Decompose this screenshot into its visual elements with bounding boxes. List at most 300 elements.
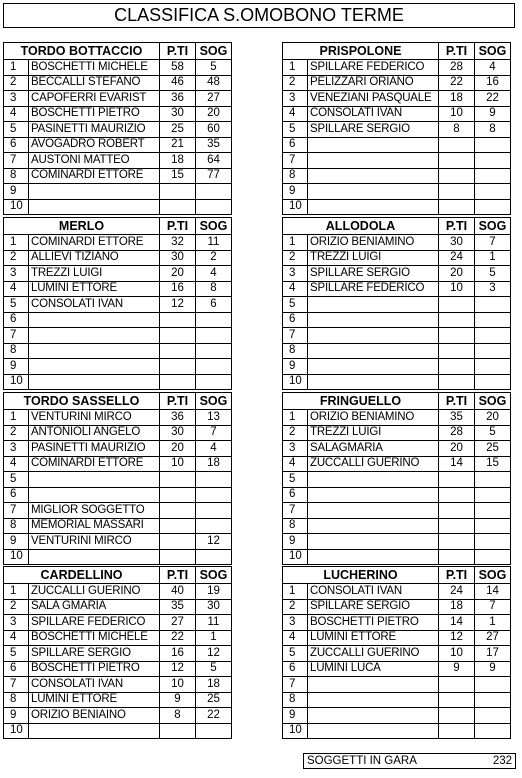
- sog-cell: 77: [196, 168, 232, 184]
- rank-cell: 4: [283, 106, 308, 122]
- points-column-header: P.TI: [439, 43, 475, 60]
- table-row: [4, 692, 232, 708]
- table-row: [283, 137, 511, 153]
- ranking-table-cardellino: [3, 566, 232, 739]
- table-row: [4, 584, 232, 600]
- table-row: [4, 250, 232, 266]
- page-title: [3, 3, 515, 28]
- sog-cell: 20: [196, 106, 232, 122]
- name-cell: [29, 328, 160, 344]
- sog-cell: [196, 518, 232, 534]
- rank-cell: 5: [4, 472, 29, 488]
- rank-cell: 1: [283, 60, 308, 76]
- sog-column-header: SOG: [475, 393, 511, 410]
- sog-cell: [475, 534, 511, 550]
- sog-cell: [475, 184, 511, 200]
- rank-cell: 6: [283, 487, 308, 503]
- rank-cell: 9: [4, 534, 29, 550]
- rank-cell: 5: [283, 122, 308, 138]
- name-cell: SPILLARE FEDERICO: [308, 281, 439, 297]
- name-cell: [308, 312, 439, 328]
- points-cell: 15: [160, 168, 196, 184]
- rank-cell: 6: [4, 137, 29, 153]
- name-cell: CONSOLATI IVAN: [308, 106, 439, 122]
- table-row: [4, 235, 232, 251]
- table-row: [4, 534, 232, 550]
- points-cell: 46: [160, 75, 196, 91]
- points-cell: [160, 343, 196, 359]
- sog-cell: [475, 549, 511, 565]
- name-cell: [308, 297, 439, 313]
- table-row: [4, 106, 232, 122]
- name-cell: LUMINI ETTORE: [29, 692, 160, 708]
- rank-cell: 4: [4, 630, 29, 646]
- table-row: [283, 374, 511, 390]
- points-cell: [160, 328, 196, 344]
- table-row: [283, 692, 511, 708]
- sog-cell: [196, 359, 232, 375]
- sog-cell: [196, 549, 232, 565]
- species-title: MERLO: [4, 218, 160, 235]
- name-cell: [29, 184, 160, 200]
- table-row: [283, 410, 511, 426]
- name-cell: PELIZZARI ORIANO: [308, 75, 439, 91]
- name-cell: [29, 472, 160, 488]
- points-cell: 40: [160, 584, 196, 600]
- sog-cell: 16: [475, 75, 511, 91]
- sog-cell: 60: [196, 122, 232, 138]
- table-row: [283, 599, 511, 615]
- rank-cell: 3: [4, 615, 29, 631]
- points-cell: [439, 503, 475, 519]
- rank-cell: 7: [283, 677, 308, 693]
- points-cell: [439, 472, 475, 488]
- rank-cell: 2: [283, 599, 308, 615]
- points-cell: [439, 359, 475, 375]
- sog-cell: [475, 328, 511, 344]
- name-cell: [308, 534, 439, 550]
- sog-cell: 22: [196, 708, 232, 724]
- name-cell: BOSCHETTI MICHELE: [29, 630, 160, 646]
- points-cell: [160, 184, 196, 200]
- name-cell: ZUCCALLI GUERINO: [308, 646, 439, 662]
- points-cell: 20: [439, 266, 475, 282]
- sog-cell: 22: [475, 91, 511, 107]
- sog-column-header: SOG: [475, 43, 511, 60]
- table-row: [4, 503, 232, 519]
- name-cell: VENTURINI MIRCO: [29, 410, 160, 426]
- table-header-row: [283, 567, 511, 584]
- points-cell: [439, 137, 475, 153]
- name-cell: [308, 343, 439, 359]
- name-cell: CONSOLATI IVAN: [29, 677, 160, 693]
- points-cell: 24: [439, 584, 475, 600]
- rank-cell: 5: [283, 472, 308, 488]
- table-row: [283, 441, 511, 457]
- table-row: [4, 122, 232, 138]
- points-column-header: P.TI: [160, 567, 196, 584]
- sog-cell: 11: [196, 615, 232, 631]
- points-cell: [439, 518, 475, 534]
- name-cell: COMINARDI ETTORE: [29, 456, 160, 472]
- points-cell: [439, 168, 475, 184]
- table-row: [4, 410, 232, 426]
- table-row: [4, 487, 232, 503]
- points-column-header: P.TI: [160, 43, 196, 60]
- name-cell: [29, 359, 160, 375]
- table-row: [283, 708, 511, 724]
- points-cell: 10: [439, 646, 475, 662]
- name-cell: CONSOLATI IVAN: [308, 584, 439, 600]
- name-cell: PASINETTI MAURIZIO: [29, 441, 160, 457]
- sog-cell: [475, 312, 511, 328]
- table-row: [4, 518, 232, 534]
- table-row: [283, 503, 511, 519]
- sog-cell: [196, 487, 232, 503]
- sog-cell: [475, 472, 511, 488]
- sog-cell: [475, 343, 511, 359]
- name-cell: ANTONIOLI ANGELO: [29, 425, 160, 441]
- rank-cell: 2: [283, 75, 308, 91]
- total-subjects-label: SOGGETTI IN GARA: [307, 755, 417, 767]
- rank-cell: 5: [283, 646, 308, 662]
- sog-cell: 18: [196, 677, 232, 693]
- rank-cell: 3: [4, 266, 29, 282]
- sog-cell: 2: [196, 250, 232, 266]
- sog-cell: [475, 374, 511, 390]
- total-subjects-value: 232: [492, 755, 512, 767]
- name-cell: [308, 723, 439, 739]
- ranking-table-allodola: [282, 217, 511, 390]
- rank-cell: 9: [283, 184, 308, 200]
- points-cell: 21: [160, 137, 196, 153]
- rank-cell: 1: [4, 235, 29, 251]
- sog-cell: [196, 472, 232, 488]
- points-cell: [439, 199, 475, 215]
- table-row: [283, 549, 511, 565]
- name-cell: AUSTONI MATTEO: [29, 153, 160, 169]
- points-cell: [439, 184, 475, 200]
- sog-cell: [196, 199, 232, 215]
- table-row: [4, 343, 232, 359]
- points-cell: 32: [160, 235, 196, 251]
- sog-cell: 20: [475, 410, 511, 426]
- sog-cell: 35: [196, 137, 232, 153]
- points-cell: 10: [439, 106, 475, 122]
- sog-cell: 19: [196, 584, 232, 600]
- points-cell: 22: [160, 630, 196, 646]
- points-cell: 36: [160, 410, 196, 426]
- rank-cell: 5: [4, 297, 29, 313]
- points-cell: [439, 343, 475, 359]
- points-cell: [160, 534, 196, 550]
- table-header-row: [4, 43, 232, 60]
- name-cell: SPILLARE FEDERICO: [308, 60, 439, 76]
- name-cell: LUMINI LUCA: [308, 661, 439, 677]
- table-row: [283, 75, 511, 91]
- table-row: [4, 708, 232, 724]
- points-cell: [439, 374, 475, 390]
- sog-cell: [196, 503, 232, 519]
- table-row: [283, 456, 511, 472]
- points-cell: 30: [160, 106, 196, 122]
- table-row: [283, 677, 511, 693]
- table-row: [4, 456, 232, 472]
- rank-cell: 3: [283, 266, 308, 282]
- rank-cell: 7: [4, 503, 29, 519]
- sog-cell: 17: [475, 646, 511, 662]
- rank-cell: 4: [283, 281, 308, 297]
- sog-cell: 5: [475, 266, 511, 282]
- rank-cell: 10: [283, 374, 308, 390]
- ranking-table-prispolone: [282, 42, 511, 215]
- points-cell: 24: [439, 250, 475, 266]
- sog-cell: 14: [475, 584, 511, 600]
- sog-cell: [475, 677, 511, 693]
- name-cell: TREZZI LUIGI: [308, 250, 439, 266]
- points-cell: 20: [439, 441, 475, 457]
- sog-cell: 12: [196, 646, 232, 662]
- sog-cell: 8: [196, 281, 232, 297]
- name-cell: ORIZIO BENIAINO: [29, 708, 160, 724]
- rank-cell: 4: [283, 630, 308, 646]
- points-cell: [439, 328, 475, 344]
- table-row: [283, 630, 511, 646]
- points-cell: 8: [160, 708, 196, 724]
- name-cell: [29, 374, 160, 390]
- table-header-row: [4, 567, 232, 584]
- rank-cell: 6: [283, 661, 308, 677]
- points-column-header: P.TI: [160, 218, 196, 235]
- points-cell: 12: [439, 630, 475, 646]
- name-cell: MEMORIAL MASSARI: [29, 518, 160, 534]
- rank-cell: 9: [283, 708, 308, 724]
- name-cell: BOSCHETTI PIETRO: [29, 106, 160, 122]
- table-row: [283, 281, 511, 297]
- table-row: [283, 250, 511, 266]
- table-row: [4, 630, 232, 646]
- rank-cell: 2: [283, 425, 308, 441]
- name-cell: [308, 487, 439, 503]
- rank-cell: 7: [4, 153, 29, 169]
- points-cell: [160, 312, 196, 328]
- points-cell: 27: [160, 615, 196, 631]
- rank-cell: 8: [283, 518, 308, 534]
- sog-cell: [196, 184, 232, 200]
- points-cell: [439, 297, 475, 313]
- name-cell: [308, 199, 439, 215]
- points-cell: 25: [160, 122, 196, 138]
- sog-column-header: SOG: [196, 567, 232, 584]
- rank-cell: 3: [283, 91, 308, 107]
- table-row: [4, 441, 232, 457]
- rank-cell: 10: [4, 723, 29, 739]
- sog-column-header: SOG: [196, 43, 232, 60]
- name-cell: BOSCHETTI PIETRO: [308, 615, 439, 631]
- points-cell: 9: [439, 661, 475, 677]
- sog-cell: 18: [196, 456, 232, 472]
- ranking-table-tordo-sassello: [3, 392, 232, 565]
- rank-cell: 5: [4, 122, 29, 138]
- table-row: [283, 153, 511, 169]
- table-row: [283, 359, 511, 375]
- name-cell: [308, 168, 439, 184]
- name-cell: ALLIEVI TIZIANO: [29, 250, 160, 266]
- points-cell: 14: [439, 615, 475, 631]
- sog-cell: [475, 518, 511, 534]
- name-cell: SPILLARE FEDERICO: [29, 615, 160, 631]
- points-cell: 12: [160, 661, 196, 677]
- sog-cell: [475, 708, 511, 724]
- name-cell: ZUCCALLI GUERINO: [308, 456, 439, 472]
- table-row: [283, 646, 511, 662]
- rank-cell: 7: [283, 153, 308, 169]
- sog-cell: 30: [196, 599, 232, 615]
- sog-cell: 7: [475, 235, 511, 251]
- sog-cell: 1: [475, 615, 511, 631]
- sog-cell: 7: [475, 599, 511, 615]
- table-row: [283, 106, 511, 122]
- rank-cell: 8: [283, 168, 308, 184]
- rank-cell: 9: [4, 184, 29, 200]
- table-row: [4, 599, 232, 615]
- rank-cell: 9: [283, 359, 308, 375]
- name-cell: [29, 487, 160, 503]
- table-row: [283, 584, 511, 600]
- table-row: [4, 75, 232, 91]
- sog-cell: [475, 168, 511, 184]
- sog-cell: 64: [196, 153, 232, 169]
- table-row: [4, 168, 232, 184]
- table-row: [4, 328, 232, 344]
- name-cell: [308, 374, 439, 390]
- table-row: [4, 153, 232, 169]
- sog-cell: [196, 343, 232, 359]
- rank-cell: 10: [283, 723, 308, 739]
- sog-cell: 48: [196, 75, 232, 91]
- rank-cell: 6: [4, 312, 29, 328]
- rank-cell: 3: [4, 441, 29, 457]
- rank-cell: 7: [283, 328, 308, 344]
- name-cell: SALAGMARIA: [308, 441, 439, 457]
- points-cell: 16: [160, 281, 196, 297]
- table-row: [283, 328, 511, 344]
- rank-cell: 3: [283, 615, 308, 631]
- points-cell: [160, 487, 196, 503]
- rank-cell: 6: [4, 487, 29, 503]
- points-cell: 20: [160, 266, 196, 282]
- rank-cell: 2: [283, 250, 308, 266]
- table-header-row: [283, 43, 511, 60]
- species-title: FRINGUELLO: [283, 393, 439, 410]
- species-title: TORDO SASSELLO: [4, 393, 160, 410]
- table-row: [4, 184, 232, 200]
- sog-cell: 8: [475, 122, 511, 138]
- name-cell: TREZZI LUIGI: [29, 266, 160, 282]
- sog-cell: 4: [196, 441, 232, 457]
- sog-cell: 6: [196, 297, 232, 313]
- sog-cell: 4: [196, 266, 232, 282]
- points-cell: 20: [160, 441, 196, 457]
- sog-cell: 3: [475, 281, 511, 297]
- points-cell: [160, 359, 196, 375]
- sog-cell: [475, 297, 511, 313]
- table-row: [4, 266, 232, 282]
- points-cell: 12: [160, 297, 196, 313]
- name-cell: MIGLIOR SOGGETTO: [29, 503, 160, 519]
- table-row: [4, 472, 232, 488]
- sog-cell: [475, 692, 511, 708]
- sog-cell: [475, 723, 511, 739]
- rank-cell: 2: [4, 425, 29, 441]
- name-cell: [308, 549, 439, 565]
- name-cell: [308, 708, 439, 724]
- rank-cell: 1: [4, 410, 29, 426]
- rank-cell: 6: [283, 312, 308, 328]
- points-cell: [439, 312, 475, 328]
- points-cell: [160, 503, 196, 519]
- rank-cell: 5: [4, 646, 29, 662]
- table-row: [283, 487, 511, 503]
- sog-cell: [475, 153, 511, 169]
- points-cell: 36: [160, 91, 196, 107]
- table-row: [4, 615, 232, 631]
- species-title: LUCHERINO: [283, 567, 439, 584]
- name-cell: [29, 549, 160, 565]
- ranking-table-tordo-bottaccio: [3, 42, 232, 215]
- table-header-row: [4, 393, 232, 410]
- points-cell: [439, 677, 475, 693]
- points-cell: 28: [439, 60, 475, 76]
- points-cell: 8: [439, 122, 475, 138]
- name-cell: TREZZI LUIGI: [308, 425, 439, 441]
- rank-cell: 1: [4, 60, 29, 76]
- rank-cell: 10: [283, 199, 308, 215]
- points-cell: [160, 549, 196, 565]
- table-row: [4, 312, 232, 328]
- points-column-header: P.TI: [160, 393, 196, 410]
- name-cell: ZUCCALLI GUERINO: [29, 584, 160, 600]
- name-cell: [308, 184, 439, 200]
- sog-cell: 5: [196, 661, 232, 677]
- sog-cell: 1: [475, 250, 511, 266]
- sog-cell: 4: [475, 60, 511, 76]
- rank-cell: 2: [4, 599, 29, 615]
- rank-cell: 4: [283, 456, 308, 472]
- table-row: [4, 677, 232, 693]
- points-cell: 10: [160, 456, 196, 472]
- rank-cell: 4: [4, 456, 29, 472]
- table-row: [4, 661, 232, 677]
- sog-cell: 13: [196, 410, 232, 426]
- rank-cell: 2: [4, 250, 29, 266]
- sog-cell: [475, 503, 511, 519]
- points-cell: [439, 723, 475, 739]
- table-row: [4, 137, 232, 153]
- sog-cell: 15: [475, 456, 511, 472]
- name-cell: BOSCHETTI MICHELE: [29, 60, 160, 76]
- table-row: [283, 199, 511, 215]
- name-cell: BOSCHETTI PIETRO: [29, 661, 160, 677]
- sog-cell: [196, 312, 232, 328]
- sog-cell: 11: [196, 235, 232, 251]
- rank-cell: 6: [283, 137, 308, 153]
- sog-column-header: SOG: [475, 218, 511, 235]
- rank-cell: 8: [4, 518, 29, 534]
- name-cell: VENEZIANI PASQUALE: [308, 91, 439, 107]
- rank-cell: 9: [4, 359, 29, 375]
- rank-cell: 4: [4, 106, 29, 122]
